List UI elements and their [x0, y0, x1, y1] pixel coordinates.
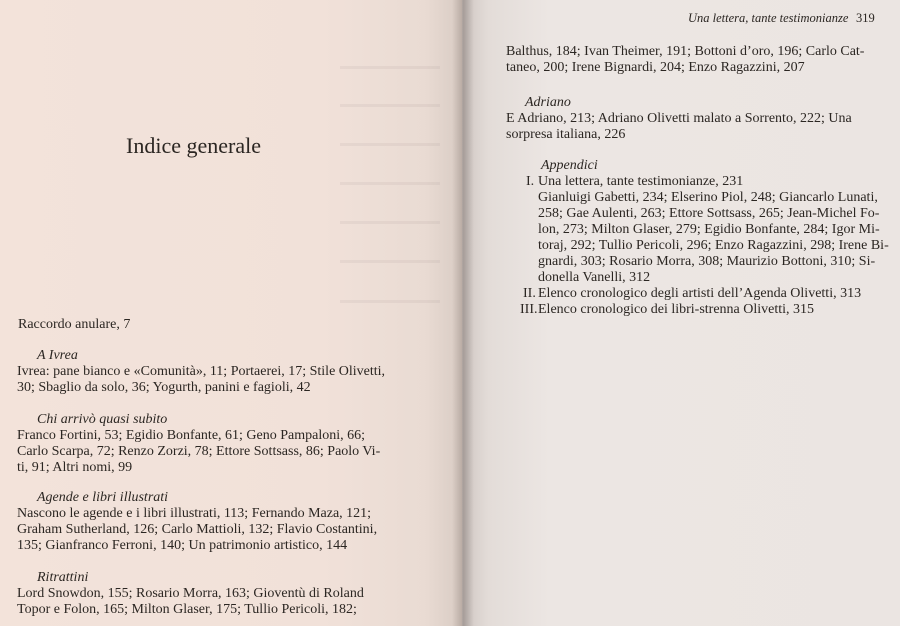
section-heading: A Ivrea [37, 348, 78, 363]
toc-line: gnardi, 303; Rosario Morra, 308; Maurizio Bottoni, 310; Si- [538, 254, 876, 269]
toc-line: sorpresa italiana, 226 [506, 127, 626, 142]
section-heading: Ritrattini [37, 570, 89, 585]
toc-line: Graham Sutherland, 126; Carlo Mattioli, 132; Flavio Costantini, [17, 522, 378, 537]
section-heading: Adriano [525, 95, 571, 110]
toc-line: ti, 91; Altri nomi, 99 [17, 460, 133, 475]
toc-line: Ivrea: pane bianco e «Comunità», 11; Portaerei, 17; Stile Olivetti, [17, 364, 386, 379]
show-through [340, 66, 440, 69]
section-heading: Chi arrivò quasi subito [37, 412, 168, 427]
section-heading: Agende e libri illustrati [37, 490, 169, 505]
toc-line: Elenco cronologico degli artisti dell’Agenda Olivetti, 313 [538, 286, 862, 301]
toc-entry: Raccordo anulare, 7 [18, 317, 131, 332]
toc-line: Balthus, 184; Ivan Theimer, 191; Bottoni d’oro, 196; Carlo Cat- [506, 44, 865, 59]
appendix-number: III. [520, 302, 538, 317]
running-head: Una lettera, tante testimonianze [688, 11, 849, 25]
toc-line: Elenco cronologico dei libri-strenna Olivetti, 315 [538, 302, 815, 317]
show-through [340, 104, 440, 107]
toc-line: Gianluigi Gabetti, 234; Elserino Piol, 248; Giancarlo Lunati, [538, 190, 878, 205]
show-through [340, 260, 440, 263]
toc-line: 30; Sbaglio da solo, 36; Yogurth, panini e fagioli, 42 [17, 380, 311, 395]
show-through [340, 182, 440, 185]
toc-line: Carlo Scarpa, 72; Renzo Zorzi, 78; Ettore Sottsass, 86; Paolo Vi- [17, 444, 381, 459]
page-title: Indice generale [126, 133, 261, 158]
toc-line: Nascono le agende e i libri illustrati, 113; Fernando Maza, 121; [17, 506, 372, 521]
show-through [340, 300, 440, 303]
page-number: 319 [856, 11, 875, 25]
toc-line: Una lettera, tante testimonianze, 231 [538, 174, 744, 189]
appendix-number: I. [526, 174, 535, 189]
show-through [340, 143, 440, 146]
toc-line: toraj, 292; Tullio Pericoli, 296; Enzo Ragazzini, 298; Irene Bi- [538, 238, 889, 253]
toc-line: E Adriano, 213; Adriano Olivetti malato a Sorrento, 222; Una [506, 111, 852, 126]
section-heading: Appendici [541, 158, 598, 173]
toc-line: donella Vanelli, 312 [538, 270, 651, 285]
show-through [340, 221, 440, 224]
toc-line: Lord Snowdon, 155; Rosario Morra, 163; Gioventù di Roland [17, 586, 364, 601]
toc-line: lon, 273; Milton Glaser, 279; Egidio Bonfante, 284; Igor Mi- [538, 222, 880, 237]
toc-line: Franco Fortini, 53; Egidio Bonfante, 61; Geno Pampaloni, 66; [17, 428, 366, 443]
toc-line: 135; Gianfranco Ferroni, 140; Un patrimonio artistico, 144 [17, 538, 348, 553]
toc-line: Topor e Folon, 165; Milton Glaser, 175; Tullio Pericoli, 182; [17, 602, 357, 617]
toc-line: taneo, 200; Irene Bignardi, 204; Enzo Ragazzini, 207 [506, 60, 805, 75]
appendix-number: II. [523, 286, 536, 301]
toc-line: 258; Gae Aulenti, 263; Ettore Sottsass, 265; Jean-Michel Fo- [538, 206, 880, 221]
